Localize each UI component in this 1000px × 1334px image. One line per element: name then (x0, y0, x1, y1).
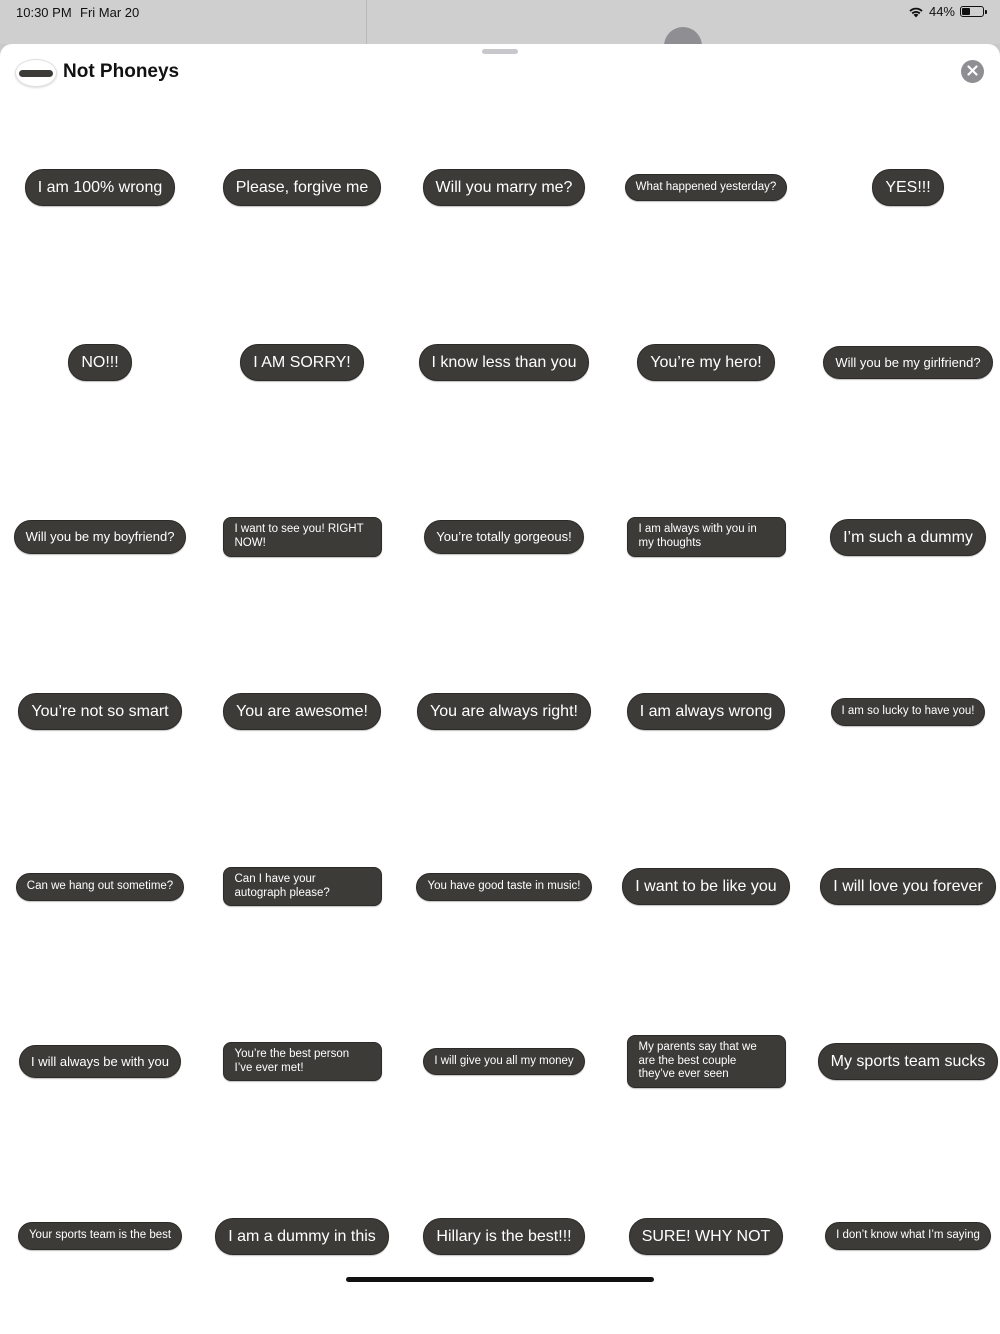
sticker-cell (202, 1149, 402, 1324)
sticker[interactable]: You’re the best person I’ve ever met! (223, 1042, 382, 1082)
sticker-cell (606, 275, 806, 450)
sticker-cell (404, 974, 604, 1149)
sticker[interactable]: I am so lucky to have you! (831, 698, 986, 726)
sticker-cell (404, 450, 604, 625)
sticker[interactable]: I know less than you (419, 344, 590, 381)
sticker[interactable]: My parents say that we are the best couple they’ve ever seen (627, 1035, 786, 1088)
sticker-cell (202, 624, 402, 799)
sticker[interactable]: I will love you forever (820, 868, 995, 905)
sticker[interactable]: I will give you all my money (423, 1048, 584, 1076)
sticker-cell (606, 974, 806, 1149)
sticker[interactable]: You are awesome! (223, 693, 381, 730)
sticker-cell (404, 799, 604, 974)
sticker[interactable]: SURE! WHY NOT (629, 1218, 784, 1255)
battery-icon (960, 6, 984, 17)
sticker-cell (404, 624, 604, 799)
background-divider (366, 0, 367, 44)
sticker[interactable]: You are always right! (417, 693, 591, 730)
sticker[interactable]: Will you marry me? (423, 169, 586, 206)
sticker[interactable]: YES!!! (872, 169, 943, 206)
home-indicator[interactable] (346, 1277, 654, 1282)
sticker-cell (404, 100, 604, 275)
sticker-cell (404, 1149, 604, 1324)
sticker-cell (0, 275, 200, 450)
battery-fill (962, 8, 970, 15)
sticker[interactable]: I am a dummy in this (215, 1218, 389, 1255)
sticker[interactable]: You have good taste in music! (416, 873, 591, 901)
status-bar (0, 0, 1000, 44)
sticker-cell (404, 275, 604, 450)
sticker[interactable]: I don’t know what I’m saying (825, 1222, 991, 1250)
sticker-cell (808, 974, 1000, 1149)
sticker-cell (0, 1149, 200, 1324)
close-button[interactable] (961, 60, 984, 83)
sticker-cell (808, 450, 1000, 625)
sticker[interactable]: Can we hang out sometime? (16, 873, 184, 901)
sticker-cell (0, 799, 200, 974)
sticker-cell (808, 100, 1000, 275)
sticker[interactable]: You’re not so smart (18, 693, 181, 730)
sticker-cell (0, 450, 200, 625)
sticker-logo-icon (15, 59, 57, 87)
sticker-cell (0, 100, 200, 275)
close-icon (967, 63, 978, 81)
battery-percent: 44% (928, 4, 955, 19)
sticker[interactable]: I am always wrong (627, 693, 786, 730)
app-title: Not Phoneys (63, 61, 180, 82)
sticker-sheet (0, 44, 1000, 1334)
sticker[interactable]: You’re totally gorgeous! (424, 520, 583, 554)
status-date: Fri Mar 20 (80, 5, 140, 20)
sticker[interactable]: I am always with you in my thoughts (627, 517, 786, 557)
sticker-cell (606, 100, 806, 275)
sticker[interactable]: Your sports team is the best (18, 1222, 182, 1250)
sticker-cell (606, 1149, 806, 1324)
sticker[interactable]: Please, forgive me (223, 169, 382, 206)
sticker[interactable]: I want to be like you (622, 868, 789, 905)
sticker[interactable]: You’re my hero! (637, 344, 774, 381)
status-right (908, 4, 984, 19)
wifi-icon (908, 6, 924, 18)
sticker[interactable]: NO!!! (68, 344, 131, 381)
sticker-cell (606, 624, 806, 799)
sticker-cell (808, 799, 1000, 974)
sheet-grabber[interactable] (482, 49, 518, 54)
sticker-cell (202, 275, 402, 450)
sticker-cell (202, 450, 402, 625)
sticker[interactable]: Will you be my girlfriend? (823, 346, 992, 380)
sticker-cell (202, 799, 402, 974)
sticker-cell (808, 624, 1000, 799)
sticker[interactable]: I’m such a dummy (830, 519, 986, 556)
sticker[interactable]: My sports team sucks (818, 1043, 999, 1080)
status-time: 10:30 PM (16, 5, 72, 20)
sticker-cell (202, 974, 402, 1149)
sticker-cell (0, 624, 200, 799)
sticker[interactable]: I am 100% wrong (25, 169, 176, 206)
sticker[interactable]: I will always be with you (19, 1045, 181, 1079)
sticker[interactable]: Can I have your autograph please? (223, 867, 382, 907)
sticker-cell (606, 450, 806, 625)
sticker-cell (606, 799, 806, 974)
sticker[interactable]: I want to see you! RIGHT NOW! (223, 517, 382, 557)
sticker-cell (808, 1149, 1000, 1324)
sticker-cell (202, 100, 402, 275)
sticker[interactable]: Hillary is the best!!! (423, 1218, 584, 1255)
sticker[interactable]: What happened yesterday? (625, 174, 788, 202)
sticker[interactable]: Will you be my boyfriend? (14, 520, 187, 554)
sticker[interactable]: I AM SORRY! (240, 344, 364, 381)
sticker-cell (0, 974, 200, 1149)
sticker-cell (808, 275, 1000, 450)
